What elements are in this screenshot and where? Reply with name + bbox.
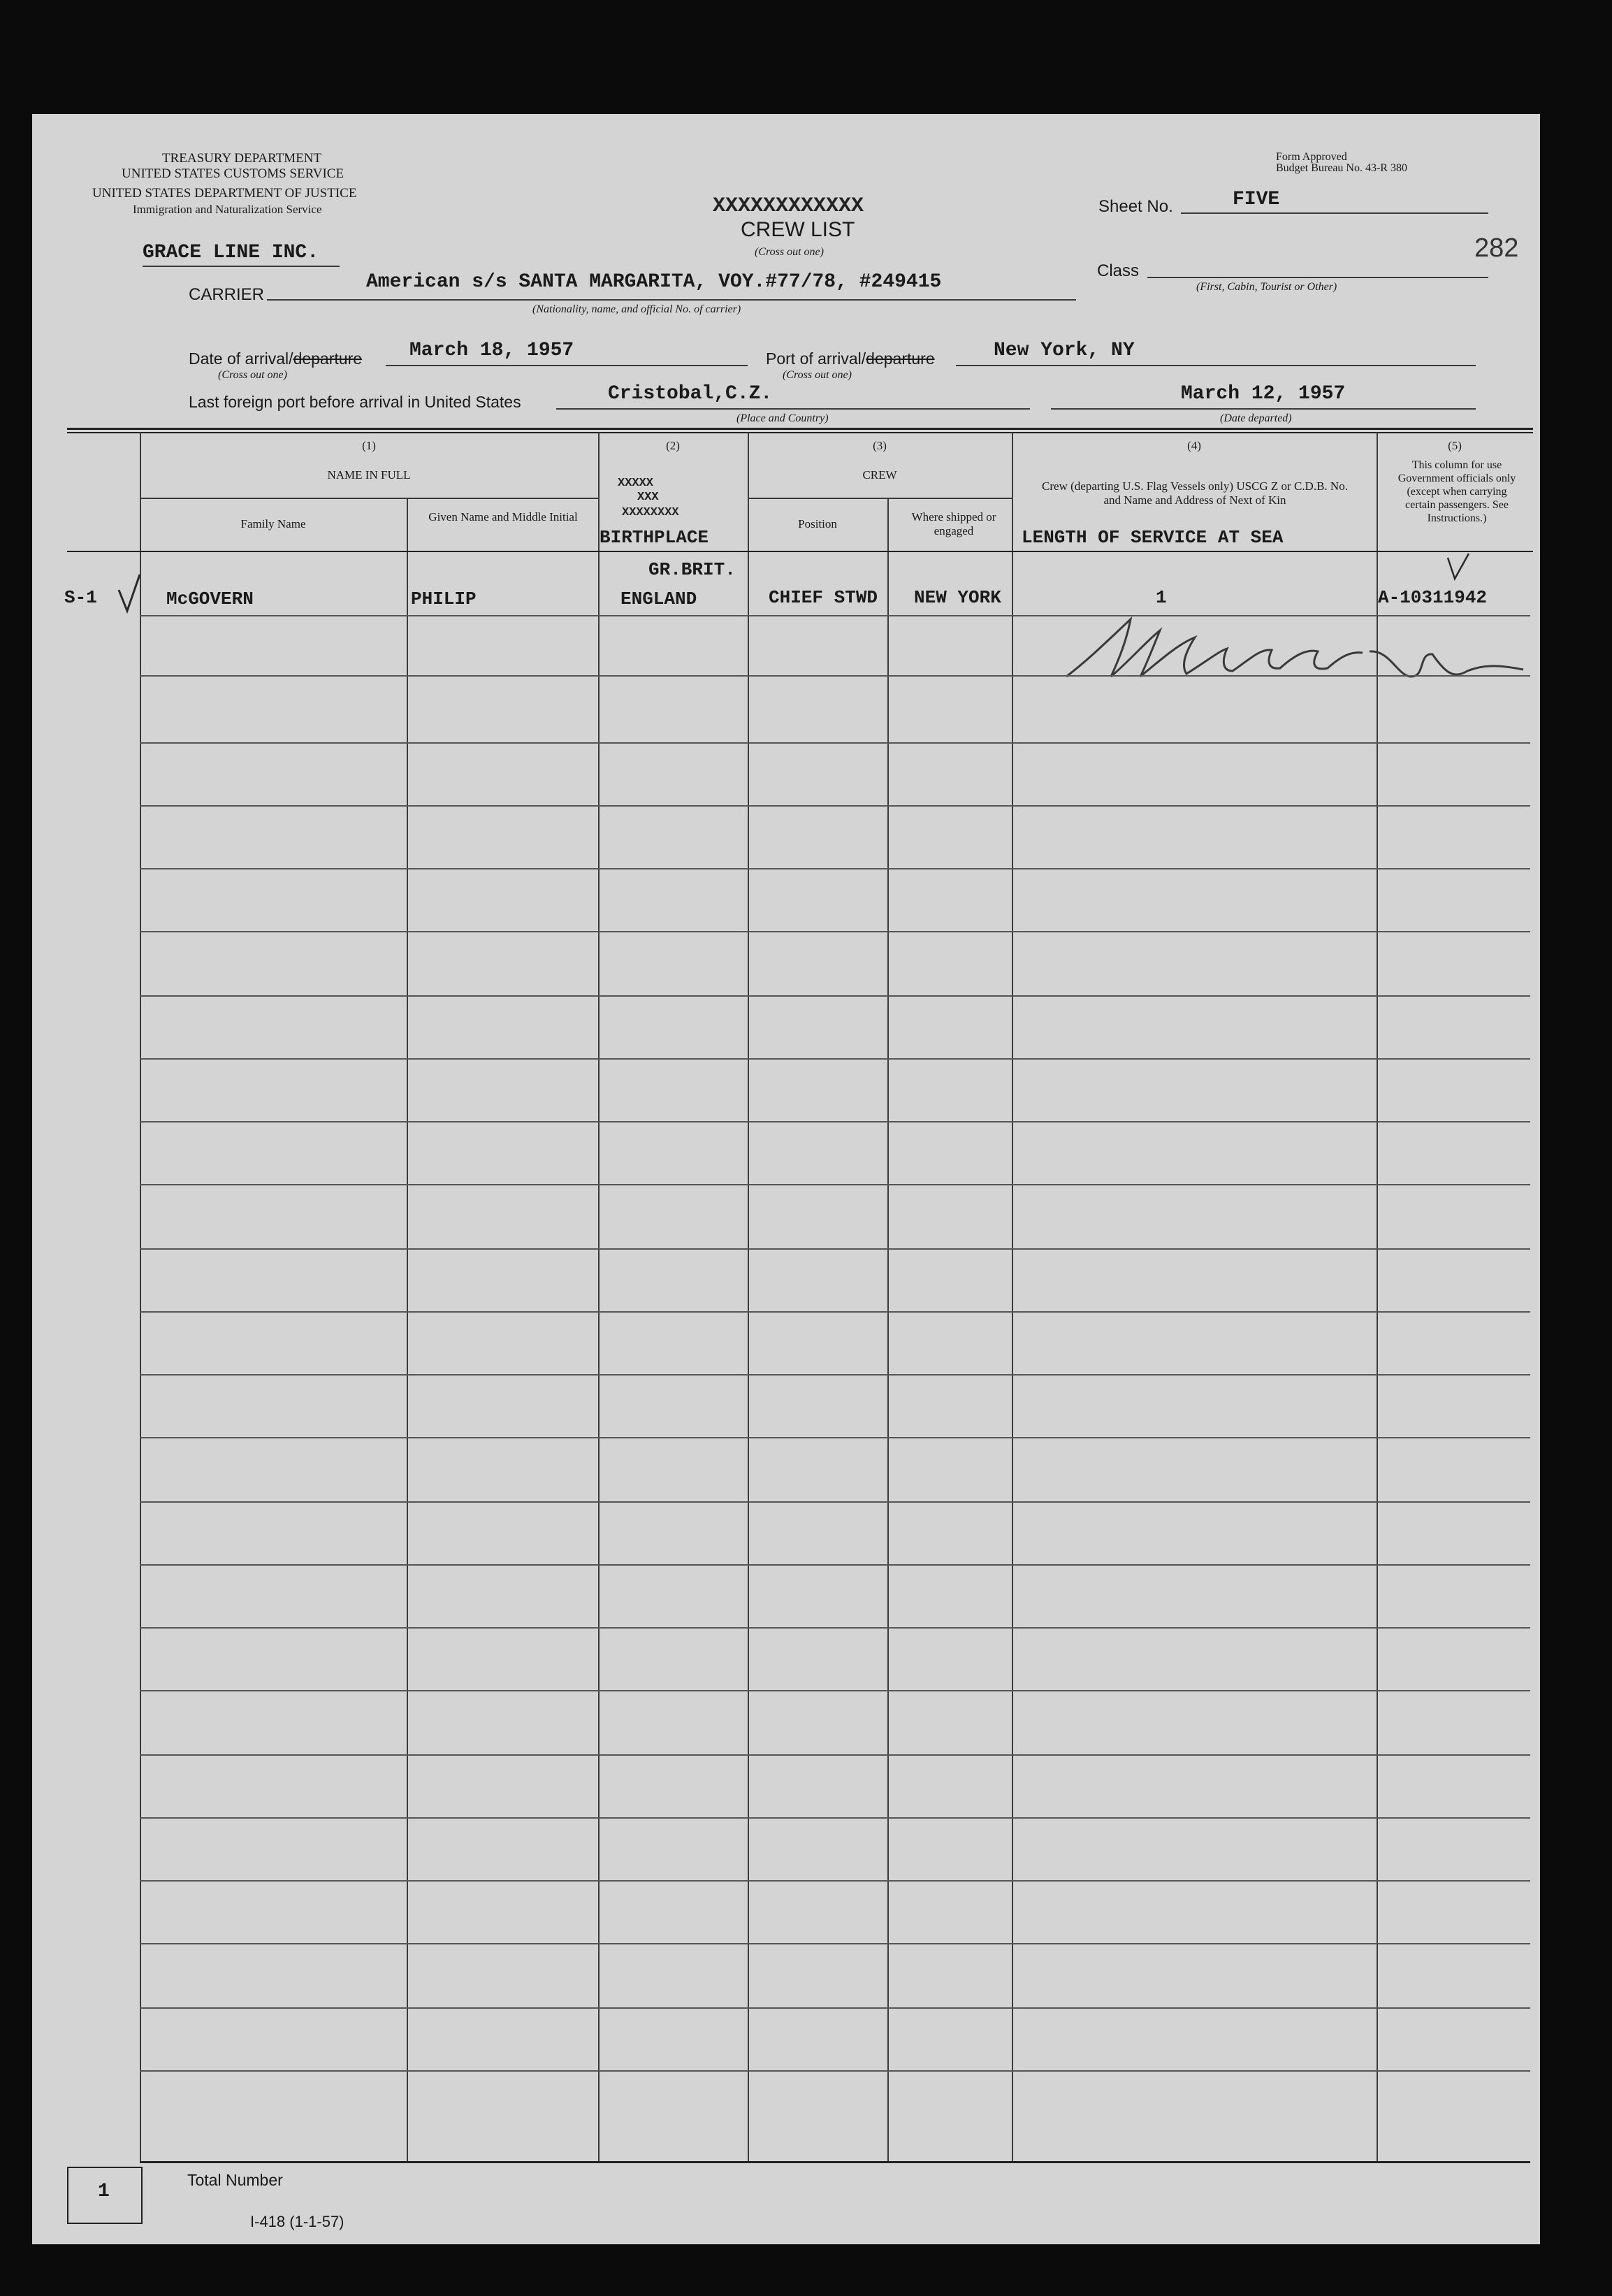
sheet-no-value: FIVE bbox=[1233, 189, 1280, 210]
col5-title: This column for use Government officials only (except when carrying certain passengers. See Instructions.) bbox=[1397, 459, 1516, 524]
sheet-no-label: Sheet No. bbox=[1098, 197, 1173, 216]
customs-service: UNITED STATES CUSTOMS SERVICE bbox=[122, 166, 344, 181]
row-given-name: PHILIP bbox=[411, 589, 477, 609]
date-departed-value: March 12, 1957 bbox=[1181, 383, 1346, 405]
col2-crossed-3: XXXXXXXX bbox=[622, 506, 679, 519]
port-cross-out-note: (Cross out one) bbox=[783, 369, 852, 381]
where-shipped-header: Where shipped or engaged bbox=[911, 510, 996, 537]
total-number-value: 1 bbox=[98, 2181, 110, 2202]
port-arrival-text: Port of arrival/ bbox=[766, 349, 866, 368]
class-caption: (First, Cabin, Tourist or Other) bbox=[1196, 281, 1337, 293]
family-name-header: Family Name bbox=[240, 517, 306, 530]
checkmark-icon bbox=[115, 572, 143, 614]
col1-num: (1) bbox=[362, 439, 376, 452]
crossed-title: XXXXXXXXXXXX bbox=[713, 194, 864, 218]
company-name: GRACE LINE INC. bbox=[143, 242, 319, 263]
row-length: 1 bbox=[1156, 587, 1167, 608]
col3-num: (3) bbox=[873, 439, 887, 452]
class-label: Class bbox=[1097, 261, 1140, 280]
check-mark-small-icon bbox=[1445, 552, 1473, 583]
port-arrival-label bbox=[766, 349, 935, 368]
last-port-value: Cristobal,C.Z. bbox=[608, 383, 773, 405]
row-ref: S-1 bbox=[64, 587, 97, 608]
form-approved: Form Approved bbox=[1276, 151, 1347, 163]
row-shipped: NEW YORK bbox=[914, 587, 1001, 608]
date-departed-caption: (Date departed) bbox=[1220, 412, 1292, 424]
place-caption: (Place and Country) bbox=[736, 412, 829, 424]
last-port-label: Last foreign port before arrival in United States bbox=[189, 393, 521, 411]
row-position: CHIEF STWD bbox=[769, 587, 878, 608]
port-departure-struck: departure bbox=[866, 349, 935, 368]
inspector-signature bbox=[1062, 609, 1537, 700]
crew-list-title: CREW LIST bbox=[741, 218, 855, 241]
row-official-number: A-10311942 bbox=[1378, 587, 1488, 608]
col4-title: Crew (departing U.S. Flag Vessels only) USCG Z or C.D.B. No. and Name and Address of Next of Kin bbox=[1042, 479, 1348, 507]
date-arrival-label bbox=[189, 349, 362, 368]
date-departure-struck: departure bbox=[293, 349, 363, 368]
document-sheet bbox=[32, 114, 1540, 2244]
position-header: Position bbox=[798, 517, 837, 530]
carrier-value: American s/s SANTA MARGARITA, VOY.#77/78, #249415 bbox=[366, 271, 942, 293]
row-family-name: McGOVERN bbox=[166, 589, 254, 609]
col4-typed: LENGTH OF SERVICE AT SEA bbox=[1022, 527, 1284, 548]
port-arrival-value: New York, NY bbox=[994, 340, 1135, 361]
given-name-header: Given Name and Middle Initial bbox=[428, 510, 578, 524]
col5-num: (5) bbox=[1448, 439, 1462, 452]
justice-dept: UNITED STATES DEPARTMENT OF JUSTICE bbox=[92, 186, 357, 201]
treasury-dept: TREASURY DEPARTMENT bbox=[162, 151, 322, 166]
col2-num: (2) bbox=[666, 439, 680, 452]
col2-typed-birthplace: BIRTHPLACE bbox=[600, 527, 709, 548]
ins-service: Immigration and Naturalization Service bbox=[133, 203, 322, 216]
date-cross-out-note: (Cross out one) bbox=[218, 369, 287, 381]
col2-crossed-1: XXXXX bbox=[618, 477, 654, 490]
row-birthplace-country: GR.BRIT. bbox=[648, 559, 736, 580]
title-cross-out-note: (Cross out one) bbox=[755, 246, 824, 258]
col3-title: CREW bbox=[862, 468, 897, 482]
date-arrival-text: Date of arrival/ bbox=[189, 349, 293, 368]
carrier-caption: (Nationality, name, and official No. of carrier) bbox=[532, 303, 741, 315]
total-number-label: Total Number bbox=[187, 2171, 283, 2189]
page-number: 282 bbox=[1474, 233, 1519, 263]
form-number: I-418 (1-1-57) bbox=[250, 2213, 344, 2230]
col4-num: (4) bbox=[1187, 439, 1201, 452]
col2-crossed-2: XXX bbox=[637, 491, 659, 504]
budget-bureau: Budget Bureau No. 43-R 380 bbox=[1276, 162, 1407, 174]
date-arrival-value: March 18, 1957 bbox=[409, 340, 574, 361]
carrier-label: CARRIER bbox=[189, 285, 265, 304]
col1-title: NAME IN FULL bbox=[327, 468, 411, 482]
row-birthplace: ENGLAND bbox=[620, 589, 697, 609]
